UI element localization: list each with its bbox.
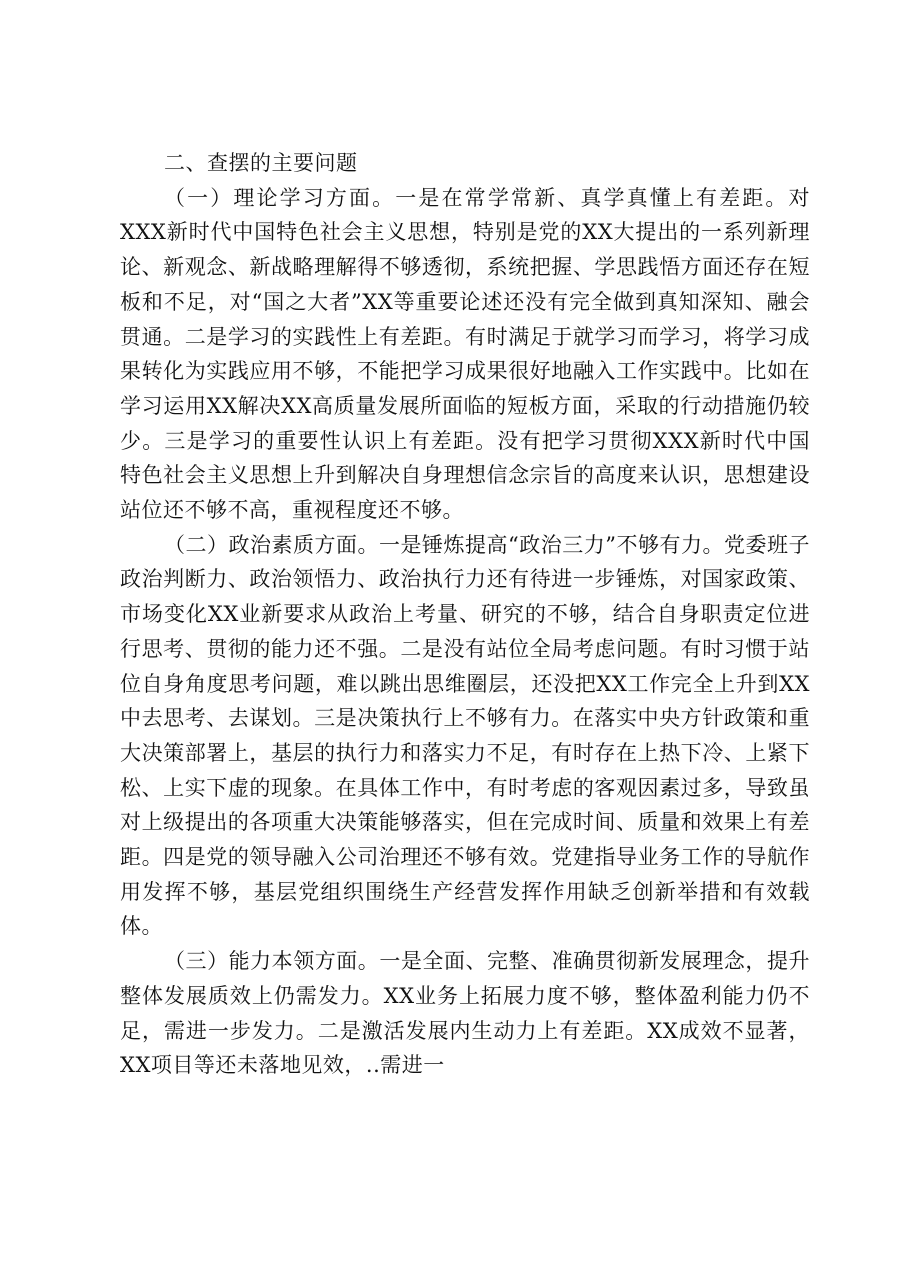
paragraph-ability: （三）能力本领方面。一是全面、完整、准确贯彻新发展理念，提升整体发展质效上仍需发力。XX业务上拓展力度不够，整体盈利能力仍不足，需进一步发力。二是激活发展内生动力上有差距。XX成效不显著，XX项目等还未落地见效，..需进一 [120, 949, 810, 1078]
section-heading: 二、查摆的主要问题 [164, 151, 358, 175]
paragraph-theory-study: （一）理论学习方面。一是在常学常新、真学真懂上有差距。对XXX新时代中国特色社会主义思想，特别是党的XX大提出的一系列新理论、新观念、新战略理解得不够透彻，系统把握、学思践悟方面还存在短板和不足，对“国之大者”XX等重要论述还没有完全做到真知深知、融会贯通。二是学习的实践性上有差距。有时满足于就学习而学习，将学习成果转化为实践应用不够，不能把学习成果很好地融入工作实践中。比如在学习运用XX解决XX高质量发展所面临的短板方面，采取的行动措施仍较少。三是学习的重要性认识上有差距。没有把学习贯彻XXX新时代中国特色社会主义思想上升到解决自身理想信念宗旨的高度来认识，思想建设站位还不够不高，重视程度还不够。 [120, 185, 810, 523]
document-body [120, 146, 810, 1083]
paragraph-political-quality: （二）政治素质方面。一是锤炼提高“政治三力”不够有力。党委班子政治判断力、政治领悟力、政治执行力还有待进一步锤炼，对国家政策、市场变化XX业新要求从政治上考量、研究的不够，结合自身职责定位进行思考、贯彻的能力还不强。二是没有站位全局考虑问题。有时习惯于站位自身角度思考问题，难以跳出思维圈层，还没把XX工作完全上升到XX中去思考、去谋划。三是决策执行上不够有力。在落实中央方针政策和重大决策部署上，基层的执行力和落实力不足，有时存在上热下冷、上紧下松、上实下虚的现象。在具体工作中，有时考虑的客观因素过多，导致虽对上级提出的各项重大决策能够落实，但在完成时间、质量和效果上有差距。四是党的领导融入公司治理还不够有效。党建指导业务工作的导航作用发挥不够，基层党组织围绕生产经营发挥作用缺乏创新举措和有效载体。 [120, 532, 810, 939]
